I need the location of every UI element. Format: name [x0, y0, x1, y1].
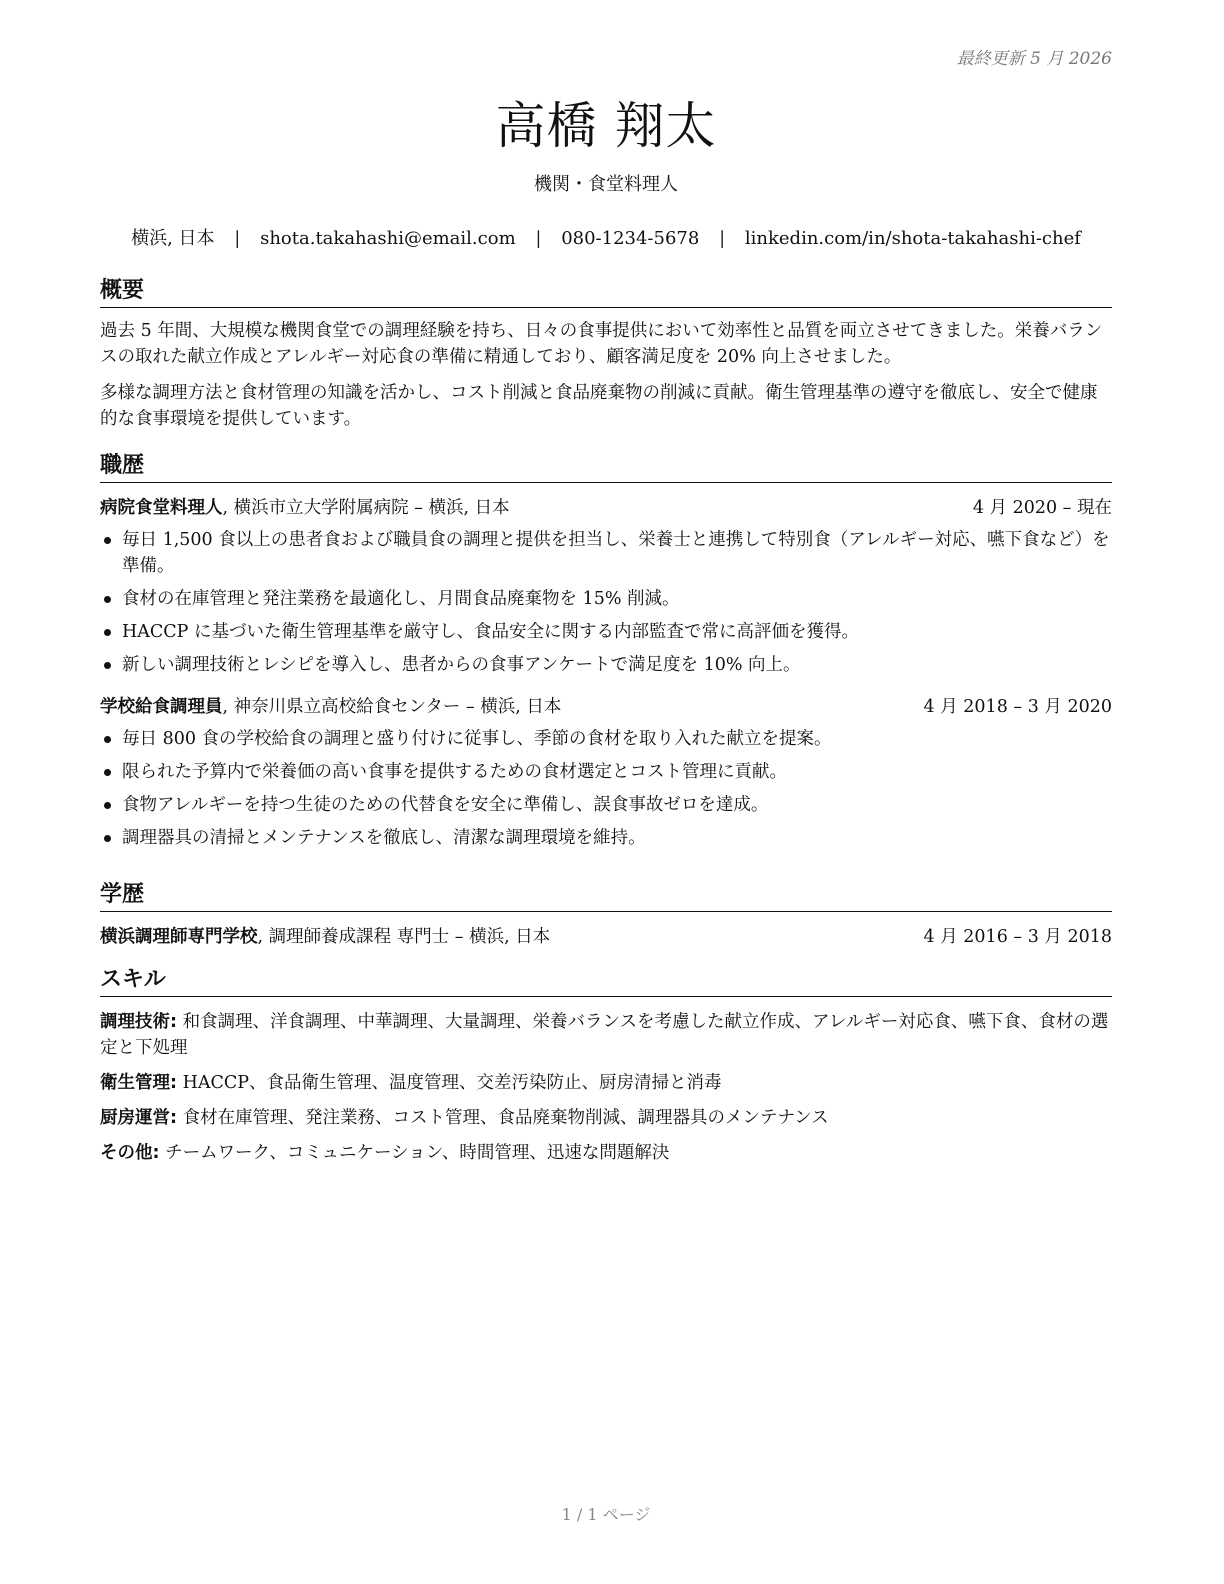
- list-item: 毎日 800 食の学校給食の調理と盛り付けに従事し、季節の食材を取り入れた献立を提案。: [100, 726, 1112, 752]
- contact-phone: 080-1234-5678: [561, 228, 700, 249]
- skill-category: その他:: [100, 1143, 160, 1163]
- skill-category: 衛生管理:: [100, 1073, 177, 1093]
- contact-linkedin[interactable]: linkedin.com/in/shota-takahashi-chef: [744, 228, 1081, 249]
- job-role: 学校給食調理員: [100, 697, 223, 717]
- summary-paragraph: 過去 5 年間、大規模な機関食堂での調理経験を持ち、日々の食事提供において効率性と品質を両立させてきました。栄養バランスの取れた献立作成とアレルギー対応食の準備に精通しており、顧客満足度を 20% 向上させました。: [100, 321, 1103, 367]
- list-item: 限られた予算内で栄養価の高い食事を提供するための食材選定とコスト管理に貢献。: [100, 759, 1112, 785]
- skill-text: HACCP、食品衛生管理、温度管理、交差汚染防止、厨房清掃と消毒: [177, 1073, 722, 1093]
- list-item: HACCP に基づいた衛生管理基準を厳守し、食品安全に関する内部監査で常に高評価を獲得。: [100, 619, 1112, 645]
- page-number: 1 / 1 ページ: [561, 1505, 651, 1524]
- skill-text: 和食調理、洋食調理、中華調理、大量調理、栄養バランスを考慮した献立作成、アレルギー対応食、嚥下食、食材の選定と下処理: [100, 1012, 1109, 1058]
- job-org: , 神奈川県立高校給食センター – 横浜, 日本: [222, 697, 562, 717]
- education-section: [100, 881, 1112, 950]
- list-item: 新しい調理技術とレシピを導入し、患者からの食事アンケートで満足度を 10% 向上。: [100, 652, 1112, 678]
- contact-location: 横浜, 日本: [131, 228, 215, 249]
- experience-title: 職歴: [100, 452, 1112, 483]
- job-title-line: [100, 495, 510, 521]
- contact-separator: |: [234, 228, 241, 249]
- skills-section: [100, 966, 1112, 1175]
- job-title-line: [100, 694, 561, 720]
- skill-text: チームワーク、コミュニケーション、時間管理、迅速な問題解決: [159, 1143, 670, 1163]
- summary-section: [100, 277, 1112, 432]
- list-item: 食物アレルギーを持つ生徒のための代替食を安全に準備し、誤食事故ゼロを達成。: [100, 792, 1112, 818]
- job-entry: [100, 495, 1112, 678]
- contact-separator: |: [719, 228, 726, 249]
- skills-title: スキル: [100, 966, 1112, 997]
- contact-separator: |: [535, 228, 542, 249]
- job-header: [100, 495, 1112, 521]
- job-entry: [100, 694, 1112, 851]
- skill-item: [100, 1009, 1112, 1061]
- resume-page: [100, 0, 1112, 1584]
- job-dates: 4 月 2020 – 現在: [972, 498, 1112, 518]
- job-header: [100, 694, 1112, 720]
- skill-item: [100, 1105, 1112, 1131]
- experience-section: [100, 452, 1112, 858]
- summary-title: 概要: [100, 277, 1112, 308]
- candidate-name: 高橋 翔太: [495, 97, 717, 155]
- list-item: 毎日 1,500 食以上の患者食および職員食の調理と提供を担当し、栄養士と連携して特別食（アレルギー対応、嚥下食など）を準備。: [100, 527, 1112, 579]
- education-dates: 4 月 2016 – 3 月 2018: [923, 927, 1112, 947]
- education-title-line: [100, 924, 550, 950]
- education-title: 学歴: [100, 881, 1112, 912]
- list-item: 食材の在庫管理と発注業務を最適化し、月間食品廃棄物を 15% 削減。: [100, 586, 1112, 612]
- job-org: , 横浜市立大学附属病院 – 横浜, 日本: [222, 498, 510, 518]
- education-detail: , 調理師養成課程 専門士 – 横浜, 日本: [257, 927, 551, 947]
- school-name: 横浜調理師専門学校: [100, 927, 258, 947]
- skill-text: 食材在庫管理、発注業務、コスト管理、食品廃棄物削減、調理器具のメンテナンス: [177, 1108, 829, 1128]
- contact-line: [100, 224, 1112, 250]
- contact-email[interactable]: shota.takahashi@email.com: [260, 228, 516, 249]
- last-updated: 最終更新 5 月 2026: [956, 49, 1112, 69]
- skills-list: [100, 1009, 1112, 1166]
- skill-category: 厨房運営:: [100, 1108, 177, 1128]
- job-role: 病院食堂料理人: [100, 498, 223, 518]
- job-bullets: [100, 726, 1112, 851]
- job-bullets: [100, 527, 1112, 678]
- education-entry: [100, 924, 1112, 950]
- job-headline: 機関・食堂料理人: [534, 174, 678, 195]
- summary-paragraph: 多様な調理方法と食材管理の知識を活かし、コスト削減と食品廃棄物の削減に貢献。衛生管理基準の遵守を徹底し、安全で健康的な食事環境を提供しています。: [100, 383, 1098, 429]
- list-item: 調理器具の清掃とメンテナンスを徹底し、清潔な調理環境を維持。: [100, 825, 1112, 851]
- skill-category: 調理技術:: [100, 1012, 177, 1032]
- job-dates: 4 月 2018 – 3 月 2020: [923, 697, 1112, 717]
- skill-item: [100, 1070, 1112, 1096]
- skill-item: [100, 1140, 1112, 1166]
